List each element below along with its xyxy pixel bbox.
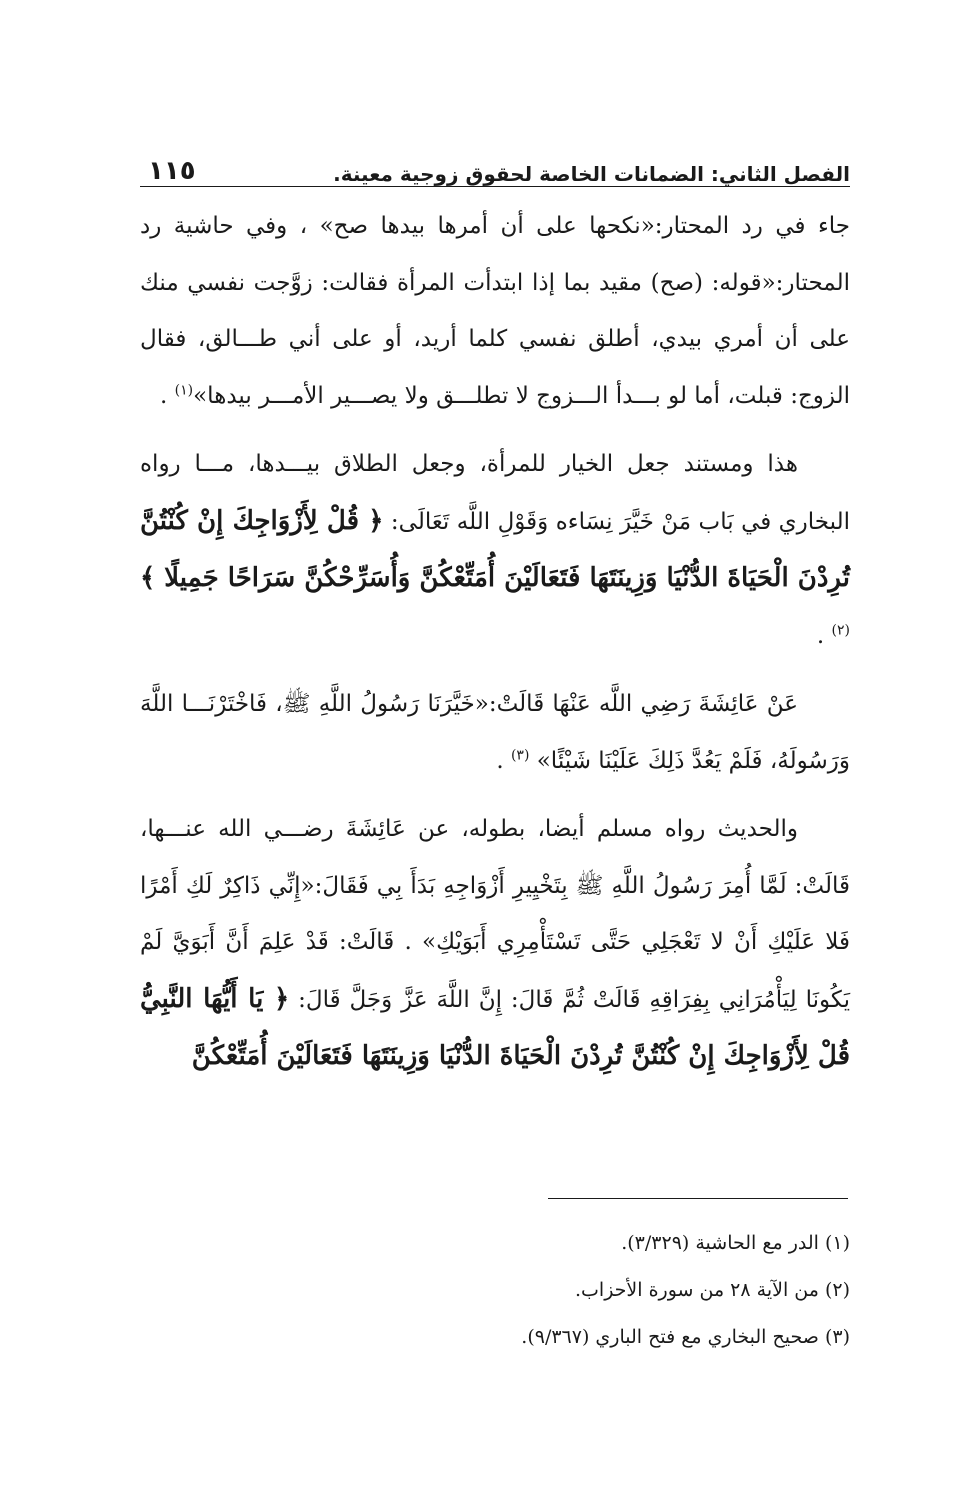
- footnote-1: (١) الدر مع الحاشية (٣/٣٢٩).: [621, 1232, 850, 1254]
- paragraph-1-text-1: جاء في رد المحتار:«نكحها على أن أمرها بيدها صح» ، وفي حاشية رد المحتار:«قوله: (صح) مقيد بما إذا ابتدأت المرأة فقالت: زوَّجت نفسي منك على أن أمري بيدي، أطلق نفسي كلما أريد، أو على أني طـــالق، فقال الزوج: قبلت، أما لو بـــدأ الـــزوج لا تطلـــق ولا يصـــير الأمـــر بيدها»: [140, 213, 850, 409]
- quran-verse-2: ﴿ يَا أَيُّهَا النَّبِيُّ قُلْ لِأَزْوَاجِكَ إِنْ كُنْتُنَّ تُرِدْنَ الْحَيَاةَ الدُّنْيَا وَزِينَتَهَا فَتَعَالَيْنَ أُمَتِّعْكُنَّ: [140, 983, 850, 1071]
- paragraph-2-text-3: .: [816, 622, 832, 649]
- running-title: الفصل الثاني: الضمانات الخاصة لحقوق زوجية معينة.: [333, 162, 850, 186]
- footnote-ref-3: (٣): [510, 746, 530, 763]
- header-rule: [140, 186, 850, 187]
- quran-verse-1: ﴿ قُلْ لِأَزْوَاجِكَ إِنْ كُنْتُنَّ تُرِدْنَ الْحَيَاةَ الدُّنْيَا وَزِينَتَهَا فَتَعَالَيْنَ أُمَتِّعْكُنَّ وَأُسَرِّحْكُنَّ سَرَاحًا جَمِيلًا ﴾: [140, 505, 850, 593]
- paragraph-2-text-1: هذا ومستند جعل الخيار للمرأة، وجعل الطلاق بيـــدها، مـــا رواه البخاري في بَاب مَنْ خَيَّرَ نِسَاءه وَقَوْلِ اللَّه تَعَالَى:: [140, 451, 850, 535]
- paragraph-3: [140, 676, 850, 789]
- paragraph-4-text-1: والحديث رواه مسلم أيضا، بطوله، عن عَائِشَةَ رضـــي الله عنـــها، قَالَتْ: لَمَّا أُمِرَ رَسُولُ اللَّهِ ﷺ بِتَخْيِيرِ أَزْوَاجِهِ بَدَأَ بِي فَقَالَ:«إِنِّي ذَاكِرٌ لَكِ أَمْرًا فَلا عَلَيْكِ أَنْ لا تَعْجَلِي حَتَّى تَسْتَأْمِرِي أَبَوَيْكِ» . قَالَتْ: قَدْ عَلِمَ أَنَّ أَبَوَيَّ لَمْ يَكُونَا لِيَأْمُرَانِي بِفِرَاقِهِ قَالَتْ ثُمَّ قَالَ: إِنَّ اللَّهَ عَزَّ وَجَلَّ قَالَ:: [140, 816, 850, 1013]
- footnote-2: (٢) من الآية ٢٨ من سورة الأحزاب.: [574, 1279, 850, 1301]
- footnotes: [140, 1220, 850, 1361]
- paragraph-4: [140, 801, 850, 1086]
- footnote-separator: [548, 1198, 848, 1199]
- footnote-3: (٣) صحيح البخاري مع فتح الباري (٩/٣٦٧).: [521, 1326, 850, 1348]
- paragraph-3-text-2: .: [496, 747, 511, 774]
- footnote-ref-2: (٢): [831, 621, 850, 638]
- paragraph-2: [140, 436, 850, 664]
- footnote-ref-1: (١): [174, 381, 194, 398]
- page-header: [140, 150, 850, 184]
- main-text: [140, 198, 850, 1098]
- page-number: ١١٥: [148, 156, 196, 186]
- paragraph-1-text-2: .: [160, 382, 175, 409]
- paragraph-1: [140, 198, 850, 424]
- paragraph-3-text-1: عَنْ عَائِشَةَ رَضِي اللَّه عَنْهَا قَالَتْ:«خَيَّرَنَا رَسُولُ اللَّهِ ﷺ، فَاخْتَرْنَـــا اللَّهَ وَرَسُولَهُ، فَلَمْ يَعُدَّ ذَلِكَ عَلَيْنَا شَيْئًا»: [140, 691, 850, 774]
